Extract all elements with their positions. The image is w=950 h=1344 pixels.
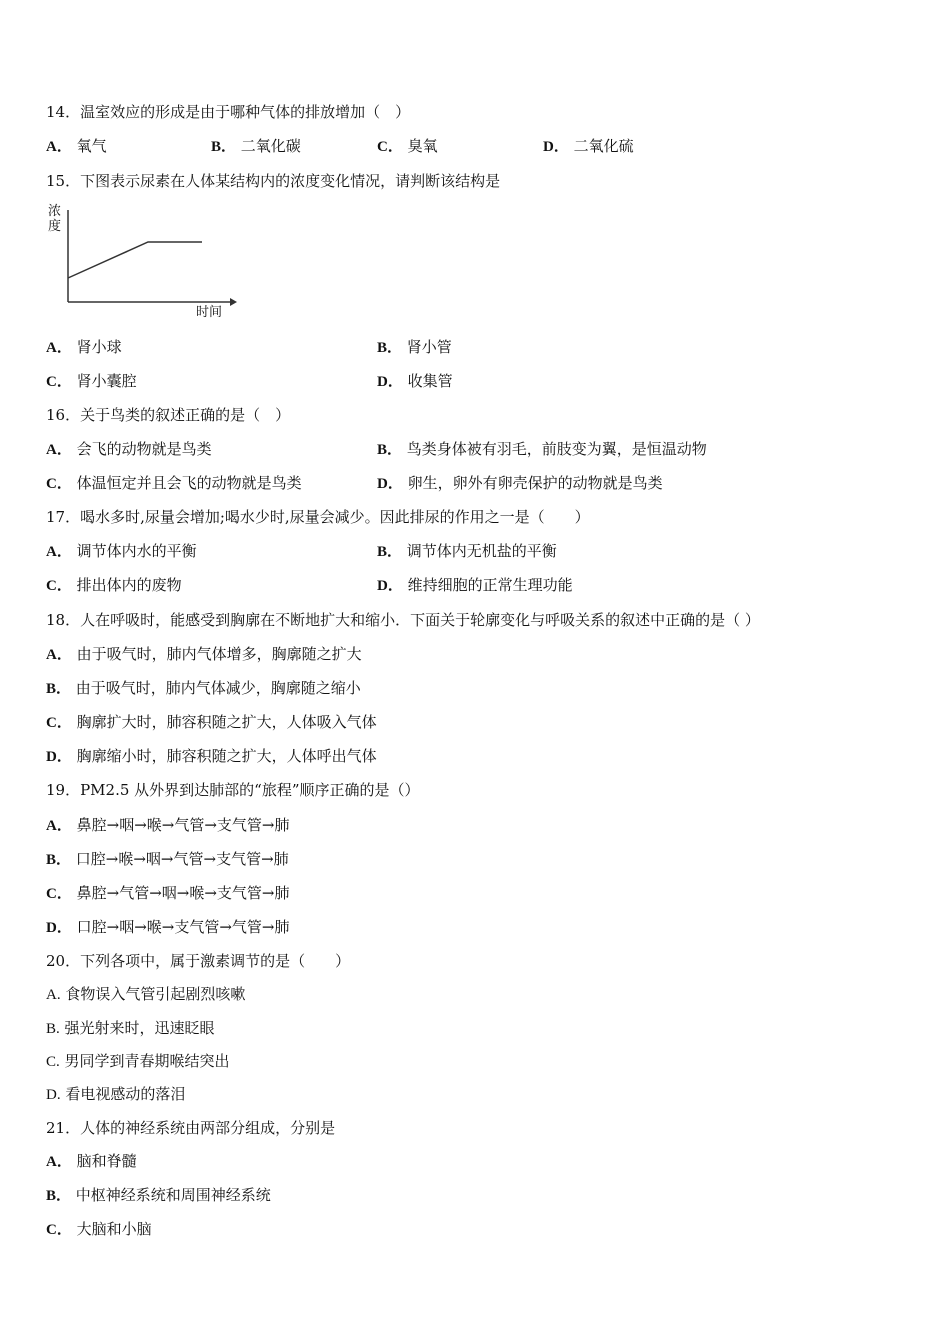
question-14-stem: 14．温室效应的形成是由于哪种气体的排放增加（ ） bbox=[46, 103, 411, 121]
option-label: B． bbox=[211, 139, 237, 155]
option-label: D． bbox=[377, 374, 403, 390]
q14-option-a bbox=[46, 136, 107, 157]
question-17-stem: 17．喝水多时,尿量会增加;喝水少时,尿量会减少。因此排尿的作用之一是（ ） bbox=[46, 508, 590, 526]
option-text: 肾小囊腔 bbox=[76, 372, 137, 390]
option-text: 排出体内的废物 bbox=[76, 576, 182, 594]
option-text: 中枢神经系统和周围神经系统 bbox=[75, 1186, 271, 1204]
q15-option-d bbox=[377, 371, 453, 392]
option-label: A． bbox=[46, 544, 72, 560]
option-text: 由于吸气时，肺内气体增多，胸廓随之扩大 bbox=[76, 645, 362, 663]
q17-option-d bbox=[377, 575, 573, 596]
question-19-stem: 19．PM2.5 从外界到达肺部的“旅程”顺序正确的是（） bbox=[46, 781, 420, 799]
option-label: C． bbox=[377, 139, 403, 155]
option-label: A． bbox=[46, 818, 72, 834]
q21-option-c bbox=[46, 1219, 152, 1240]
option-text: 脑和脊髓 bbox=[76, 1152, 137, 1170]
option-text: 肾小管 bbox=[406, 338, 452, 356]
q16-option-a bbox=[46, 439, 212, 460]
option-label: D． bbox=[543, 139, 569, 155]
q20-option-b bbox=[46, 1018, 215, 1039]
option-text: 体温恒定并且会飞的动物就是鸟类 bbox=[76, 474, 302, 492]
option-label: D． bbox=[46, 920, 72, 936]
option-text: 鼻腔→气管→咽→喉→支气管→肺 bbox=[76, 884, 290, 902]
q17-option-b bbox=[377, 541, 557, 562]
q20-option-d bbox=[46, 1084, 185, 1105]
option-text: 维持细胞的正常生理功能 bbox=[407, 576, 573, 594]
q16-option-b bbox=[377, 439, 707, 460]
q18-option-c bbox=[46, 712, 377, 733]
q18-option-d bbox=[46, 746, 377, 767]
q19-option-c bbox=[46, 883, 289, 904]
option-label: B． bbox=[46, 1188, 72, 1204]
concentration-curve bbox=[68, 242, 202, 278]
option-text: 由于吸气时，肺内气体减少，胸廓随之缩小 bbox=[75, 679, 361, 697]
option-label: A. bbox=[46, 987, 61, 1003]
option-text: 调节体内无机盐的平衡 bbox=[406, 542, 557, 560]
option-label: B． bbox=[46, 852, 72, 868]
option-label: A． bbox=[46, 139, 72, 155]
option-label: A． bbox=[46, 647, 72, 663]
urea-concentration-graph bbox=[44, 202, 244, 326]
option-text: 食物误入气管引起剧烈咳嗽 bbox=[65, 985, 246, 1003]
question-20-stem: 20．下列各项中，属于激素调节的是（ ） bbox=[46, 952, 351, 970]
x-axis-label: 时间 bbox=[196, 305, 223, 320]
option-label: D． bbox=[377, 578, 403, 594]
q14-option-b bbox=[211, 136, 301, 157]
option-label: D. bbox=[46, 1087, 61, 1103]
q17-option-c bbox=[46, 575, 182, 596]
q14-option-d bbox=[543, 136, 634, 157]
option-text: 会飞的动物就是鸟类 bbox=[76, 440, 212, 458]
option-text: 肾小球 bbox=[76, 338, 122, 356]
option-label: D． bbox=[46, 749, 72, 765]
y-axis-label: 浓度 bbox=[48, 204, 62, 234]
option-label: C． bbox=[46, 1222, 72, 1238]
option-text: 胸廓扩大时，肺容积随之扩大，人体吸入气体 bbox=[76, 713, 377, 731]
q21-option-b bbox=[46, 1185, 271, 1206]
option-text: 胸廓缩小时，肺容积随之扩大，人体呼出气体 bbox=[76, 747, 377, 765]
option-label: C． bbox=[46, 476, 72, 492]
option-label: C． bbox=[46, 374, 72, 390]
q14-option-c bbox=[377, 136, 438, 157]
q15-option-b bbox=[377, 337, 452, 358]
option-label: C. bbox=[46, 1054, 60, 1070]
option-text: 收集管 bbox=[407, 372, 453, 390]
question-16-stem: 16．关于鸟类的叙述正确的是（ ） bbox=[46, 406, 291, 424]
q16-option-c bbox=[46, 473, 302, 494]
option-label: A． bbox=[46, 442, 72, 458]
option-text: 二氧化硫 bbox=[573, 137, 634, 155]
q15-option-a bbox=[46, 337, 122, 358]
option-text: 鼻腔→咽→喉→气管→支气管→肺 bbox=[76, 816, 290, 834]
q18-option-a bbox=[46, 644, 362, 665]
option-text: 强光射来时，迅速眨眼 bbox=[64, 1019, 215, 1037]
option-text: 大脑和小脑 bbox=[76, 1220, 152, 1238]
x-axis-arrow bbox=[230, 298, 237, 306]
q19-option-a bbox=[46, 815, 289, 836]
option-label: B． bbox=[377, 544, 403, 560]
option-label: B． bbox=[377, 340, 403, 356]
question-21-stem: 21．人体的神经系统由两部分组成，分别是 bbox=[46, 1119, 336, 1137]
option-text: 氧气 bbox=[76, 137, 107, 155]
option-label: B. bbox=[46, 1021, 60, 1037]
option-label: C． bbox=[46, 578, 72, 594]
q16-option-d bbox=[377, 473, 663, 494]
q21-option-a bbox=[46, 1151, 137, 1172]
option-text: 调节体内水的平衡 bbox=[76, 542, 197, 560]
option-label: D． bbox=[377, 476, 403, 492]
option-text: 二氧化碳 bbox=[240, 137, 301, 155]
option-label: C． bbox=[46, 715, 72, 731]
option-text: 口腔→喉→咽→气管→支气管→肺 bbox=[75, 850, 289, 868]
q17-option-a bbox=[46, 541, 197, 562]
option-label: B． bbox=[377, 442, 403, 458]
q20-option-c bbox=[46, 1051, 230, 1072]
option-label: C． bbox=[46, 886, 72, 902]
option-text: 卵生，卵外有卵壳保护的动物就是鸟类 bbox=[407, 474, 663, 492]
q15-option-c bbox=[46, 371, 137, 392]
q19-option-b bbox=[46, 849, 289, 870]
q18-option-b bbox=[46, 678, 361, 699]
option-label: B． bbox=[46, 681, 72, 697]
option-text: 看电视感动的落泪 bbox=[65, 1085, 186, 1103]
option-text: 鸟类身体被有羽毛，前肢变为翼，是恒温动物 bbox=[406, 440, 707, 458]
option-label: A． bbox=[46, 1154, 72, 1170]
option-text: 口腔→咽→喉→支气管→气管→肺 bbox=[76, 918, 290, 936]
option-text: 臭氧 bbox=[407, 137, 438, 155]
option-text: 男同学到青春期喉结突出 bbox=[64, 1052, 230, 1070]
question-18-stem: 18．人在呼吸时，能感受到胸廓在不断地扩大和缩小．下面关于轮廓变化与呼吸关系的叙述中正确的是（ ） bbox=[46, 611, 760, 629]
question-15-stem: 15．下图表示尿素在人体某结构内的浓度变化情况，请判断该结构是 bbox=[46, 172, 501, 190]
q20-option-a bbox=[46, 984, 245, 1005]
option-label: A． bbox=[46, 340, 72, 356]
q19-option-d bbox=[46, 917, 289, 938]
